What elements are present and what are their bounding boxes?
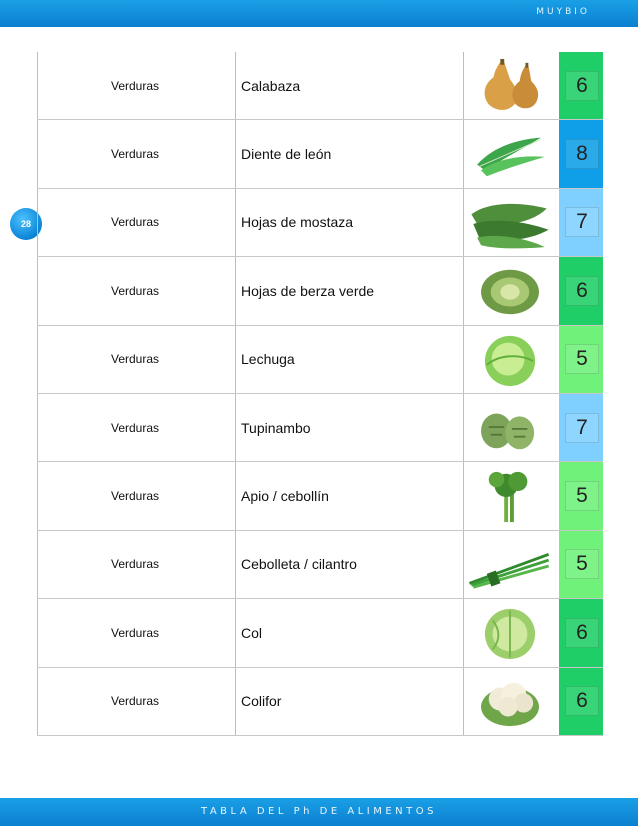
category-cell: Verduras	[111, 557, 160, 572]
category-cell: Verduras	[111, 694, 160, 709]
chives-icon	[467, 537, 553, 593]
food-name-cell: Hojas de mostaza	[241, 214, 354, 231]
ph-value: 6	[565, 71, 599, 101]
butternut-squash-icon	[467, 58, 553, 114]
celery-icon	[467, 468, 553, 524]
ph-table	[37, 52, 603, 736]
table-row	[37, 189, 603, 257]
ph-cell	[559, 52, 603, 119]
food-name-cell: Apio / cebollín	[241, 488, 329, 505]
table-row	[37, 326, 603, 394]
ph-cell	[559, 668, 603, 735]
ph-value: 7	[565, 207, 599, 237]
dandelion-leaves-icon	[467, 126, 553, 182]
page-number-badge: 28	[10, 208, 42, 240]
category-cell: Verduras	[111, 215, 160, 230]
category-cell: Verduras	[111, 625, 160, 640]
food-name-cell: Cebolleta / cilantro	[241, 556, 357, 573]
ph-value: 6	[565, 618, 599, 648]
ph-value: 5	[565, 481, 599, 511]
mustard-greens-icon	[467, 195, 553, 251]
table-row	[37, 599, 603, 667]
ph-cell	[559, 394, 603, 461]
category-cell: Verduras	[111, 78, 160, 93]
ph-value: 6	[565, 686, 599, 716]
food-name-cell: Col	[241, 624, 263, 641]
category-cell: Verduras	[111, 420, 160, 435]
cauliflower-icon	[467, 674, 553, 730]
food-name-cell: Lechuga	[241, 351, 295, 368]
table-row	[37, 394, 603, 462]
category-cell: Verduras	[111, 352, 160, 367]
cabbage-head-icon	[467, 605, 553, 661]
ph-value: 5	[565, 344, 599, 374]
table-row	[37, 462, 603, 530]
table-row	[37, 531, 603, 599]
table-row	[37, 52, 603, 120]
table-row	[37, 668, 603, 736]
footer-bar	[0, 798, 638, 826]
ph-cell	[559, 189, 603, 256]
category-cell: Verduras	[111, 147, 160, 162]
food-name-cell: Diente de león	[241, 146, 332, 163]
table-row	[37, 257, 603, 325]
ph-cell	[559, 257, 603, 324]
ph-value: 6	[565, 276, 599, 306]
lettuce-icon	[467, 332, 553, 388]
ph-value: 7	[565, 413, 599, 443]
cabbage-icon	[467, 263, 553, 319]
ph-cell	[559, 599, 603, 666]
food-name-cell: Tupinambo	[241, 419, 311, 436]
ph-cell	[559, 462, 603, 529]
brand-label: MUYBIO	[536, 7, 590, 17]
ph-cell	[559, 531, 603, 598]
ph-cell	[559, 326, 603, 393]
category-cell: Verduras	[111, 283, 160, 298]
ph-value: 5	[565, 549, 599, 579]
ph-value: 8	[565, 139, 599, 169]
header-bar	[0, 0, 638, 27]
table-row	[37, 120, 603, 188]
ph-cell	[559, 120, 603, 187]
food-name-cell: Calabaza	[241, 77, 301, 94]
footer-title: TABLA DEL Ph DE ALIMENTOS	[201, 806, 437, 817]
category-cell: Verduras	[111, 489, 160, 504]
food-name-cell: Hojas de berza verde	[241, 282, 375, 299]
artichoke-icon	[467, 400, 553, 456]
food-name-cell: Colifor	[241, 693, 282, 710]
